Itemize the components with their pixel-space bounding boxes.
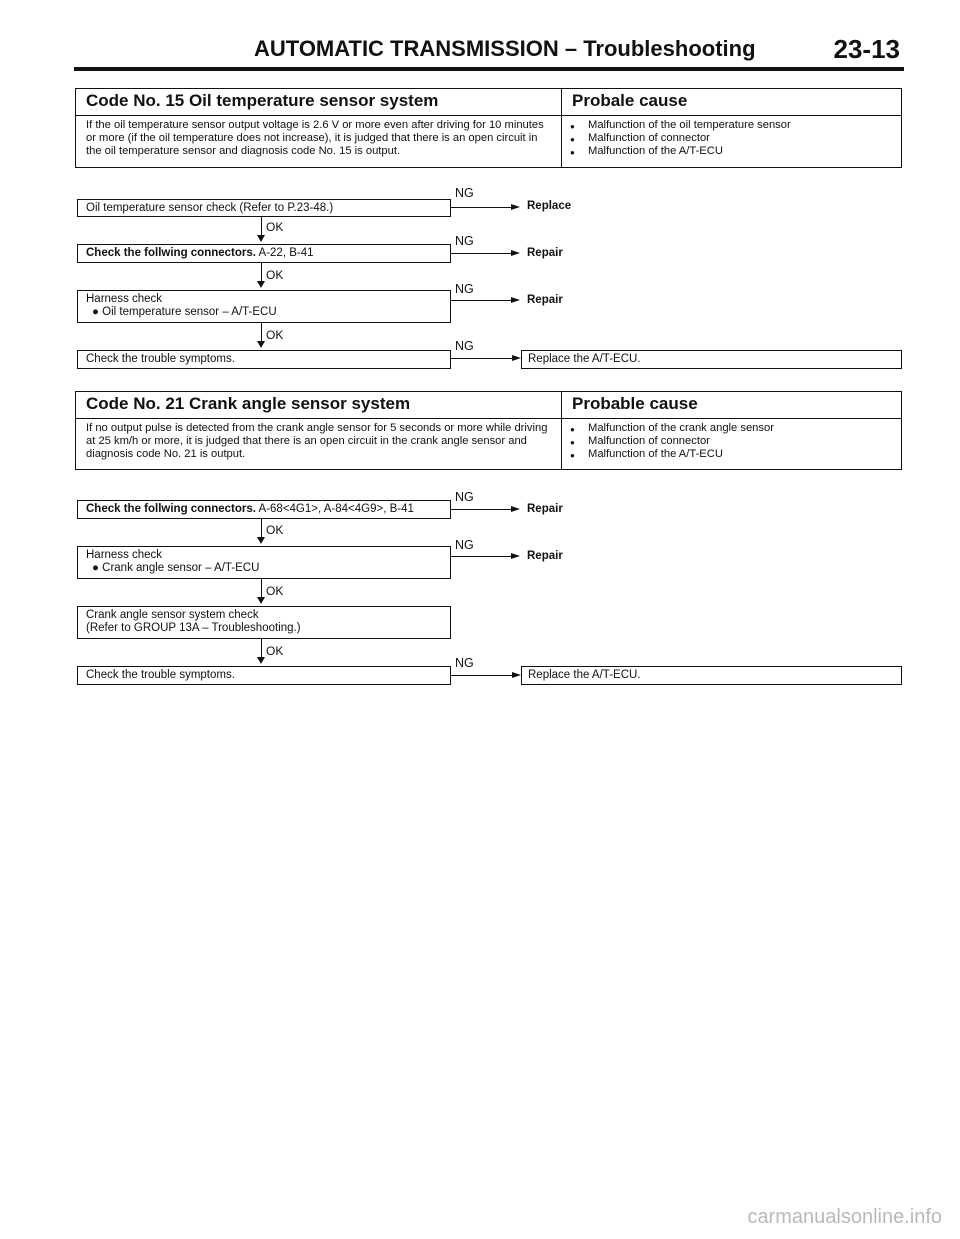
arrow-down-icon	[257, 235, 265, 242]
flow15-step1	[77, 199, 451, 217]
flow15-step4	[77, 350, 451, 369]
ng-label: NG	[455, 186, 474, 200]
code15-cause-2: ● Malfunction of connector	[568, 132, 895, 145]
ok-label: OK	[266, 523, 284, 537]
flow21-step1-rest: A-68<4G1>, A-84<4G9>, B-41	[258, 503, 414, 515]
ok-line	[261, 519, 262, 537]
code15-cause-1: ● Malfunction of the oil temperature sensor	[568, 119, 895, 132]
arrow-down-icon	[257, 281, 265, 288]
flow15-step2-result: Repair	[527, 247, 563, 259]
arrow-right-icon	[511, 250, 520, 256]
ok-line	[261, 217, 262, 235]
flow15-step3-line2-row: ● Oil temperature sensor – A/T-ECU	[92, 306, 277, 318]
flow21-step4-result-text: Replace the A/T-ECU.	[528, 669, 641, 681]
ng-line	[451, 358, 512, 359]
ok-label: OK	[266, 328, 284, 342]
ng-line	[451, 300, 513, 301]
flow15-step3-line1: Harness check	[86, 293, 163, 305]
flow21-step2-result: Repair	[527, 550, 563, 562]
code15-title: Code No. 15 Oil temperature sensor system	[76, 89, 562, 116]
code15-cause-header: Probale cause	[562, 89, 901, 116]
code21-cause-1: ● Malfunction of the crank angle sensor	[568, 422, 895, 435]
flow21-step1-bold: Check the follwing connectors.	[86, 503, 256, 515]
ng-label: NG	[455, 656, 474, 670]
flow15-step1-text: Oil temperature sensor check (Refer to P.23-48.)	[86, 202, 334, 214]
watermark-text: carmanualsonline.info	[747, 1206, 942, 1228]
ok-line	[261, 639, 262, 657]
code21-description: If no output pulse is detected from the crank angle sensor for 5 seconds or more while driving at 25 km/h or more, it is judged that there is an open circuit in the crank angle sensor and diagnosis code No. 21 is output.	[76, 419, 562, 469]
flow15-step3-result: Repair	[527, 294, 563, 306]
ng-line	[451, 509, 513, 510]
flow15-step2	[77, 244, 451, 263]
code21-causes	[562, 419, 901, 464]
ok-label: OK	[266, 268, 284, 282]
page-header	[74, 34, 904, 66]
code21-title: Code No. 21 Crank angle sensor system	[76, 392, 562, 419]
ng-label: NG	[455, 490, 474, 504]
ok-line	[261, 263, 262, 281]
arrow-down-icon	[257, 341, 265, 348]
arrow-down-icon	[257, 537, 265, 544]
flow21-step3	[77, 606, 451, 639]
ok-label: OK	[266, 584, 284, 598]
page-title: AUTOMATIC TRANSMISSION – Troubleshooting	[254, 36, 756, 61]
code15-description: If the oil temperature sensor output voltage is 2.6 V or more even after driving for 10 minutes or more (if the oil temperature does not increase), it is judged that there is an open circuit in the oil temperature sensor and diagnosis code No. 15 is output.	[76, 116, 562, 167]
ng-line	[451, 675, 512, 676]
ng-line	[451, 556, 513, 557]
arrow-down-icon	[257, 597, 265, 604]
flow21-step2-line2: Crank angle sensor – A/T-ECU	[102, 562, 260, 574]
ng-label: NG	[455, 339, 474, 353]
flow15-step4-text: Check the trouble symptoms.	[86, 353, 235, 365]
flow15-step2-rest: A-22, B-41	[258, 247, 314, 259]
flow15-step4-result	[521, 350, 902, 369]
flow21-step3-line1: Crank angle sensor system check	[86, 609, 259, 621]
flow21-step1	[77, 500, 451, 519]
arrow-down-icon	[257, 657, 265, 664]
flow21-step2-line1: Harness check	[86, 549, 163, 561]
header-rule	[74, 67, 904, 71]
flow21-step4-text: Check the trouble symptoms.	[86, 669, 235, 681]
flow21-step4	[77, 666, 451, 685]
page-number: 23-13	[833, 34, 900, 64]
arrow-right-icon	[512, 355, 521, 361]
flow21-step2-line2-row: ● Crank angle sensor – A/T-ECU	[92, 562, 260, 574]
arrow-right-icon	[512, 672, 521, 678]
code15-causes	[562, 116, 901, 161]
ok-label: OK	[266, 220, 284, 234]
flow15-step1-result: Replace	[527, 200, 572, 212]
flow21-step2	[77, 546, 451, 579]
ng-line	[451, 207, 513, 208]
code15-box	[75, 88, 902, 168]
arrow-right-icon	[511, 204, 520, 210]
ng-line	[451, 253, 513, 254]
flow21-step4-result	[521, 666, 902, 685]
ok-label: OK	[266, 644, 284, 658]
ok-line	[261, 323, 262, 341]
ng-label: NG	[455, 234, 474, 248]
code21-cause-header: Probable cause	[562, 392, 901, 419]
flow15-step3-line2: Oil temperature sensor – A/T-ECU	[102, 306, 277, 318]
ng-label: NG	[455, 538, 474, 552]
code21-cause-2: ● Malfunction of connector	[568, 435, 895, 448]
flow21-step1-result: Repair	[527, 503, 563, 515]
flow15-step4-result-text: Replace the A/T-ECU.	[528, 353, 641, 365]
code21-cause-3: ● Malfunction of the A/T-ECU	[568, 448, 895, 461]
arrow-right-icon	[511, 553, 520, 559]
flow15-step2-bold: Check the follwing connectors.	[86, 247, 256, 259]
flow21-step3-line2: (Refer to GROUP 13A – Troubleshooting.)	[86, 622, 301, 634]
code21-box	[75, 391, 902, 470]
code15-cause-3: ● Malfunction of the A/T-ECU	[568, 145, 895, 158]
ng-label: NG	[455, 282, 474, 296]
arrow-right-icon	[511, 297, 520, 303]
flow15-step3	[77, 290, 451, 323]
arrow-right-icon	[511, 506, 520, 512]
ok-line	[261, 579, 262, 597]
